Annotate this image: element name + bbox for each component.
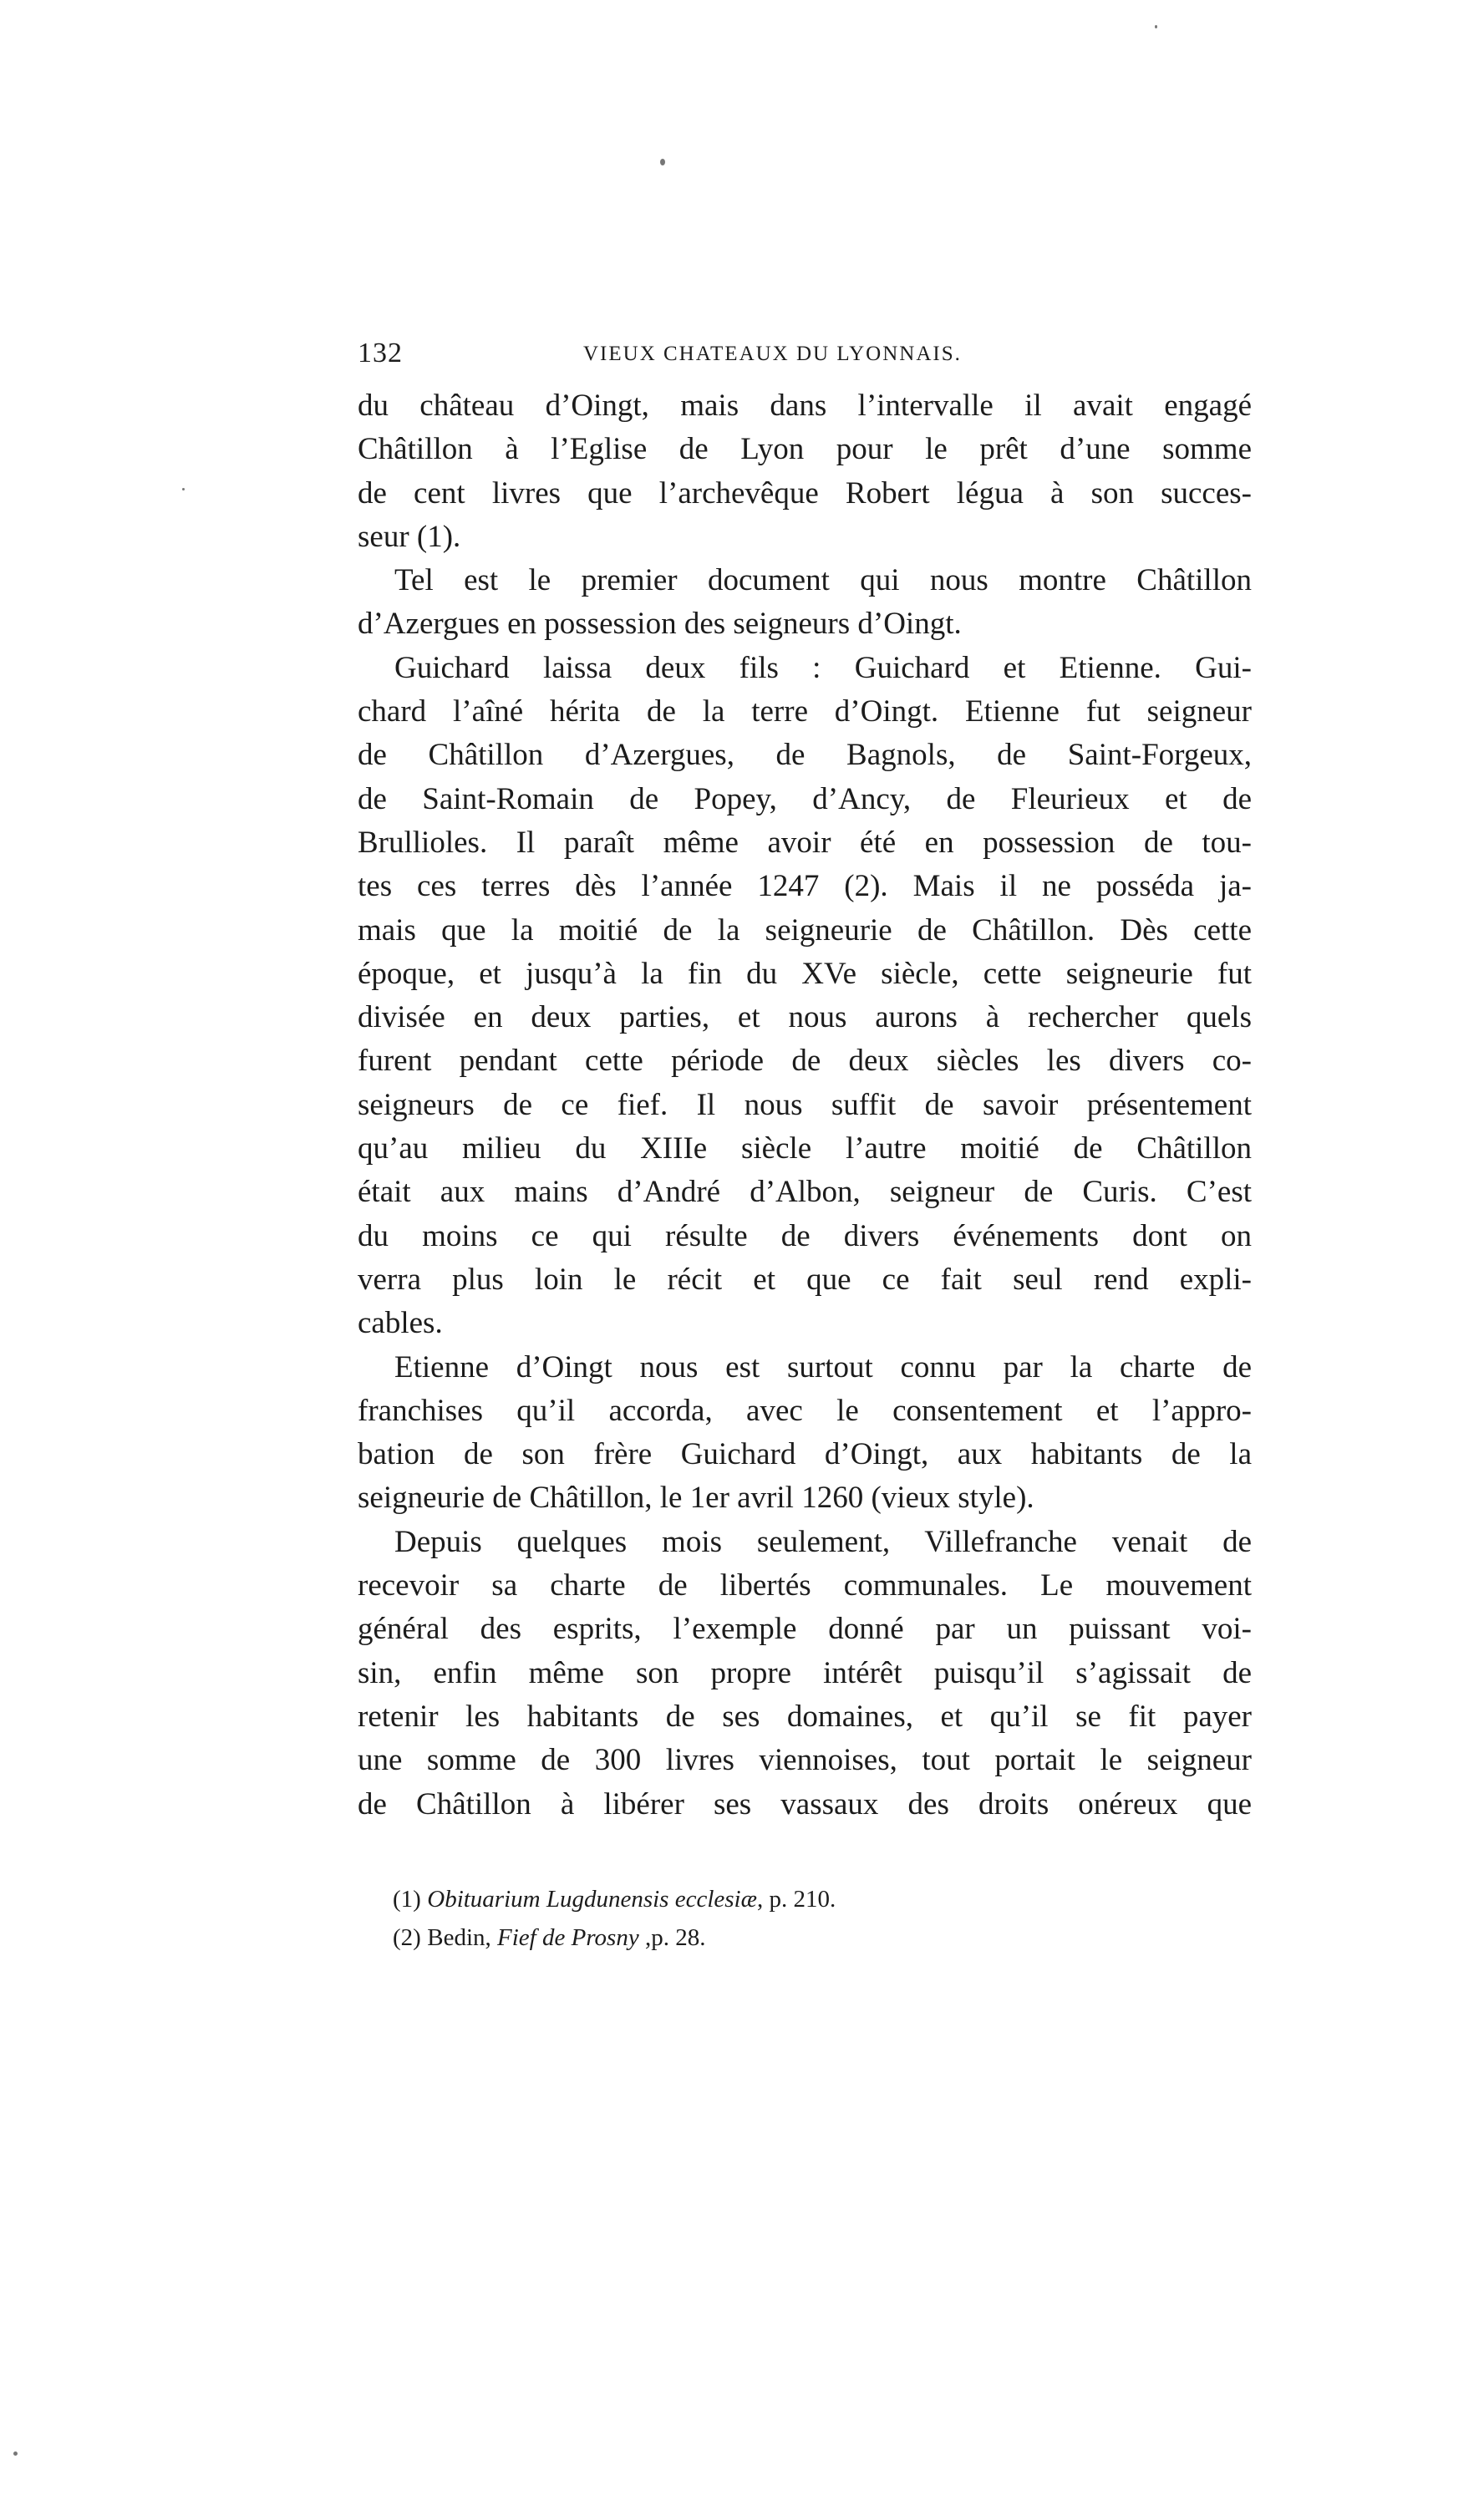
running-title: VIEUX CHATEAUX DU LYONNAIS. xyxy=(583,343,962,365)
text-line: qu’au milieu du XIIIe siècle l’autre moitié de Châtillon xyxy=(358,1131,1252,1166)
footnote-1 xyxy=(393,1880,1145,1918)
ink-speck xyxy=(13,2451,18,2456)
text-line: une somme de 300 livres viennoises, tout portait le seigneur xyxy=(358,1743,1252,1778)
text-line: du moins ce qui résulte de divers événements dont on xyxy=(358,1218,1252,1253)
text-line: retenir les habitants de ses domaines, et qu’il se fit payer xyxy=(358,1699,1252,1734)
body-text xyxy=(358,384,1252,1827)
text-line: recevoir sa charte de libertés communales. Le mouvement xyxy=(358,1568,1252,1603)
text-line: était aux mains d’André d’Albon, seigneur de Curis. C’est xyxy=(358,1175,1252,1210)
footnote-title: Fief de Prosny xyxy=(497,1924,639,1951)
text-line: de Saint-Romain de Popey, d’Ancy, de Fleurieux et de xyxy=(358,781,1252,816)
text-line: seigneurs de ce fief. Il nous suffit de savoir présentement xyxy=(358,1087,1252,1122)
footnotes xyxy=(393,1880,1145,1957)
text-line: du château d’Oingt, mais dans l’intervalle il avait engagé xyxy=(358,389,1252,423)
text-line: époque, et jusqu’à la fin du XVe siècle, cette seigneurie fut xyxy=(358,956,1252,991)
text-line: Guichard laissa deux fils : Guichard et Etienne. Gui- xyxy=(394,650,1252,685)
footnote-2 xyxy=(393,1918,1145,1957)
text-line: cables. xyxy=(358,1306,443,1341)
text-line: Depuis quelques mois seulement, Villefranche venait de xyxy=(394,1524,1252,1559)
ink-speck xyxy=(660,159,665,165)
footnote-number: (1) xyxy=(393,1886,421,1913)
footnote-number: (2) xyxy=(393,1924,421,1951)
text-line: seur (1). xyxy=(358,519,461,554)
text-line: bation de son frère Guichard d’Oingt, aux habitants de la xyxy=(358,1437,1252,1472)
ink-speck xyxy=(182,488,185,490)
page-number: 132 xyxy=(358,338,403,368)
text-line: divisée en deux parties, et nous aurons à rechercher quels xyxy=(358,1000,1252,1035)
text-line: Etienne d’Oingt nous est surtout connu par la charte de xyxy=(394,1349,1252,1385)
footnote-ref: ,p. 28. xyxy=(638,1924,706,1951)
ink-speck xyxy=(1155,25,1157,28)
text-line: tes ces terres dès l’année 1247 (2). Mais il ne posséda ja- xyxy=(358,869,1252,904)
text-line: Brullioles. Il paraît même avoir été en possession de tou- xyxy=(358,825,1252,860)
text-line: sin, enfin même son propre intérêt puisqu’il s’agissait de xyxy=(358,1655,1252,1690)
text-line: Châtillon à l’Eglise de Lyon pour le prêt d’une somme xyxy=(358,432,1252,467)
text-line: de Châtillon à libérer ses vassaux des droits onéreux que xyxy=(358,1786,1252,1821)
text-line: verra plus loin le récit et que ce fait seul rend expli- xyxy=(358,1262,1252,1297)
text-line: franchises qu’il accorda, avec le consentement et l’appro- xyxy=(358,1393,1252,1428)
text-line: furent pendant cette période de deux siècles les divers co- xyxy=(358,1044,1252,1079)
text-line: seigneurie de Châtillon, le 1er avril 1260 (vieux style). xyxy=(358,1481,1034,1516)
text-line: Tel est le premier document qui nous montre Châtillon xyxy=(394,563,1252,598)
text-line: chard l’aîné hérita de la terre d’Oingt. Etienne fut seigneur xyxy=(358,694,1252,729)
footnote-title: Obituarium Lugdunensis ecclesiæ xyxy=(427,1886,757,1913)
text-line: général des esprits, l’exemple donné par un puissant voi- xyxy=(358,1612,1252,1647)
text-line: de cent livres que l’archevêque Robert légua à son succes- xyxy=(358,475,1252,511)
text-line: de Châtillon d’Azergues, de Bagnols, de Saint-Forgeux, xyxy=(358,738,1252,773)
footnote-author: Bedin, xyxy=(427,1924,498,1951)
text-line: d’Azergues en possession des seigneurs d’Oingt. xyxy=(358,607,962,642)
footnote-ref: , p. 210. xyxy=(756,1886,836,1913)
running-head xyxy=(358,338,1026,379)
text-line: mais que la moitié de la seigneurie de Châtillon. Dès cette xyxy=(358,912,1252,948)
